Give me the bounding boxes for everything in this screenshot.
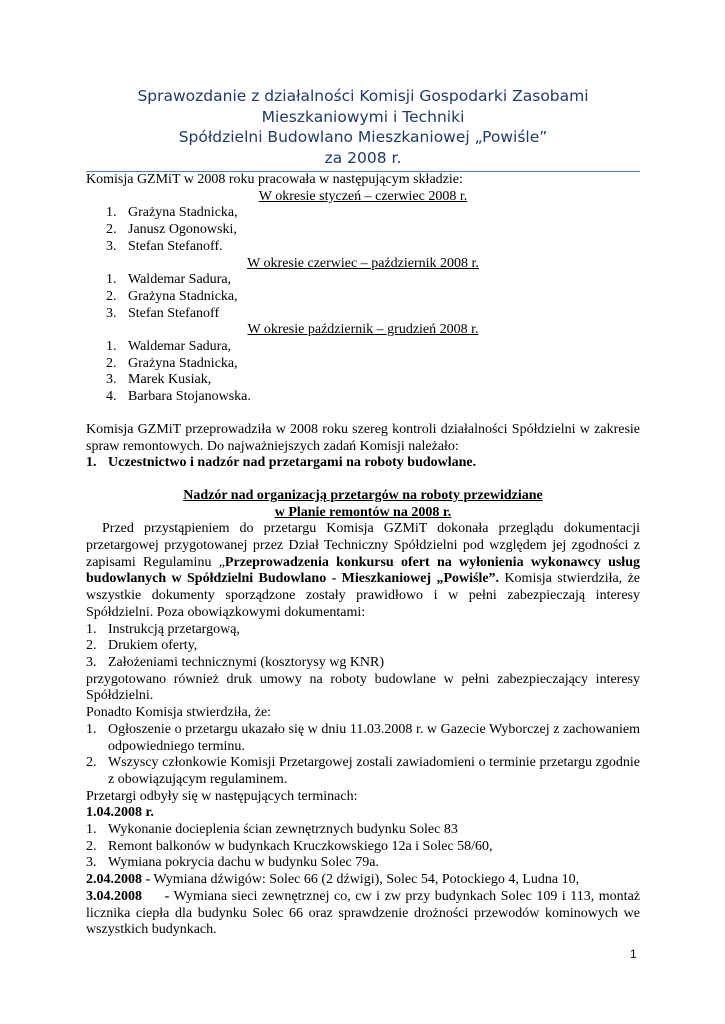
member-list-item: 2. Janusz Ogonowski, xyxy=(106,222,237,238)
document-list-item: 2. Drukiem oferty, xyxy=(86,638,198,654)
findings-intro: Ponadto Komisja stwierdziła, że: xyxy=(86,705,272,721)
member-list-item: 1. Waldemar Sadura, xyxy=(106,339,232,355)
document-body xyxy=(86,172,640,939)
period-label: W okresie czerwiec – październik 2008 r. xyxy=(247,255,479,271)
member-list-item: 2. Grażyna Stadnicka, xyxy=(106,355,238,371)
member-list-item: 3. Stefan Stefanoff xyxy=(106,305,220,321)
document-list-item: 3. Założeniami technicznymi (kosztorysy wg KNR) xyxy=(86,654,385,670)
document-list-item: 1. Instrukcją przetargową, xyxy=(86,621,240,637)
page-number: 1 xyxy=(630,947,637,961)
tender-date-2: 2.04.2008 - Wymiana dźwigów: Solec 66 (2 dźwigi), Solec 54, Potockiego 4, Ludna 10, xyxy=(86,872,580,888)
title-line-4: za 2008 r. xyxy=(324,148,402,167)
section-heading-line-1: Nadzór nad organizacją przetargów na roboty przewidziane xyxy=(183,487,543,503)
tender-item: 1. Wykonanie docieplenia ścian zewnętrznych budynku Solec 83 xyxy=(86,822,458,838)
document-title xyxy=(86,86,640,168)
review-paragraph: Przed przystąpieniem do przetargu Komisja GZMiT dokonała przeglądu dokumentacji przetargowej przygotowanej przez Dział Techniczny Spółdzielni pod względem jej zgodności z zapisami Regulaminu „Przeprowadzenia konkursu ofert na wyłonienia wykonawcy usług budowlanych w Spółdzielni Budowlano - Mieszkaniowej „Powiśle”. Komisja stwierdziła, że wszystkie dokumenty sporządzone zostały prawidłowo i w pełni zabezpieczają interesy Spółdzielni. Poza obowiązkowymi dokumentami: xyxy=(86,521,640,620)
title-line-1: Sprawozdanie z działalności Komisji Gospodarki Zasobami xyxy=(137,87,589,105)
tender-date-3: 3.04.2008 - Wymiana sieci zewnętrznej co, cw i zw przy budynkach Solec 109 i 113, montaż licznika ciepła dla budynku Solec 66 oraz sprawdzenie drożności przewodów kominowych we wszystkich budynkach. xyxy=(86,888,640,938)
controls-paragraph: Komisja GZMiT przeprowadziła w 2008 roku szereg kontroli działalności Spółdzielni w zakresie spraw remontowych. Do najważniejszych zadań Komisji należało: xyxy=(86,421,640,454)
composition-intro: Komisja GZMiT w 2008 roku pracowała w następującym składzie: xyxy=(86,172,463,187)
tender-item: 2. Remont balkonów w budynkach Kruczkowskiego 12a i Solec 58/60, xyxy=(86,838,493,854)
title-line-2: Mieszkaniowymi i Techniki xyxy=(261,107,465,126)
contract-paragraph: przygotowano również druk umowy na roboty budowlane w pełni zabezpieczający interesy Spółdzielni. xyxy=(86,671,640,704)
member-list-item: 3. Marek Kusiak, xyxy=(106,372,212,388)
member-list-item: 2. Grażyna Stadnicka, xyxy=(106,288,238,304)
task-list-item: 1. Uczestnictwo i nadzór nad przetargami na roboty budowlane. xyxy=(86,455,477,471)
member-list-item: 3. Stefan Stefanoff. xyxy=(106,238,223,254)
member-list-item: 1. Grażyna Stadnicka, xyxy=(106,205,238,221)
section-heading-line-2: w Planie remontów na 2008 r. xyxy=(274,504,452,520)
member-list-item: 4. Barbara Stojanowska. xyxy=(106,389,251,405)
period-label: W okresie styczeń – czerwiec 2008 r. xyxy=(258,188,468,204)
finding-list-item: 1. Ogłoszenie o przetargu ukazało się w dniu 11.03.2008 r. w Gazecie Wyborczej z zachowaniem odpowiedniego terminu. xyxy=(86,721,640,754)
period-label: W okresie październik – grudzień 2008 r. xyxy=(247,322,479,338)
finding-list-item: 2. Wszyscy członkowie Komisji Przetargowej zostali zawiadomieni o terminie przetargu zgodnie z obowiązującym regulaminem. xyxy=(86,755,640,787)
tenders-intro: Przetargi odbyły się w następujących terminach: xyxy=(86,788,358,804)
title-line-3: Spółdzielni Budowlano Mieszkaniowej „Powiśle” xyxy=(178,128,548,146)
section-heading xyxy=(86,488,640,521)
tender-item: 3. Wymiana pokrycia dachu w budynku Solec 79a. xyxy=(86,855,379,871)
member-list-item: 1. Waldemar Sadura, xyxy=(106,272,232,288)
tender-date-1: 1.04.2008 r. xyxy=(86,805,154,821)
